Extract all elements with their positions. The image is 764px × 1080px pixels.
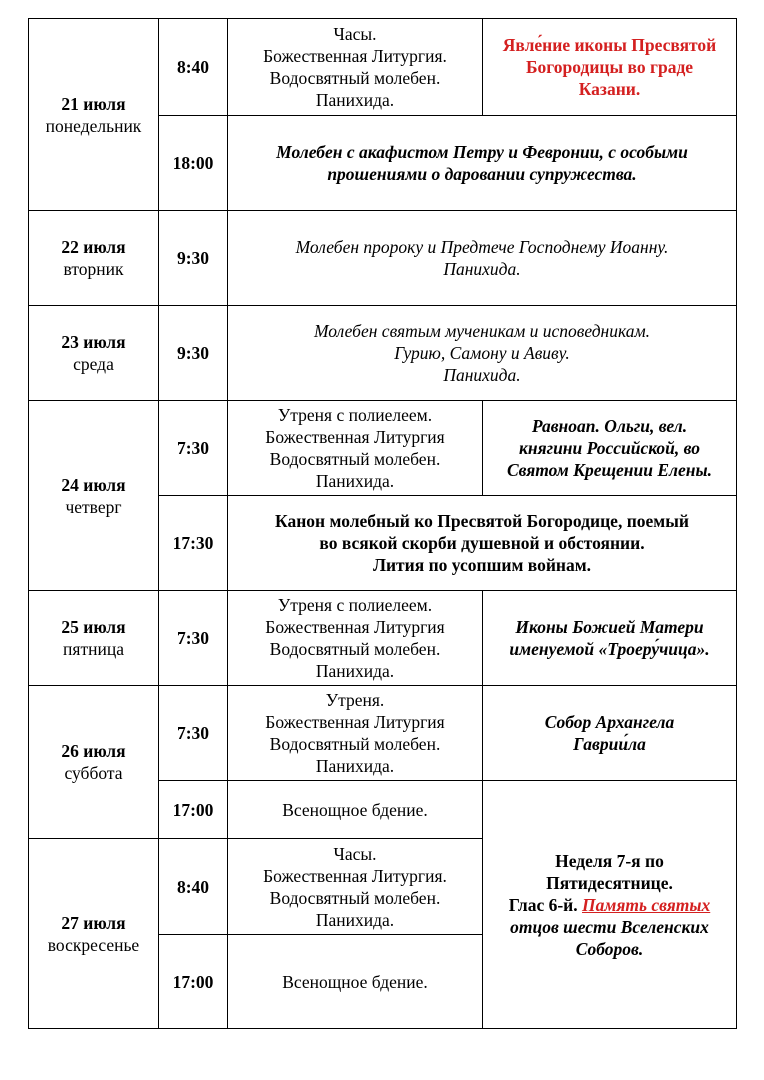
service-line: Гурию, Самону и Авиву. [394, 343, 570, 363]
day-date: 26 июля [61, 741, 126, 761]
service-line: Божественная Литургия [265, 712, 445, 732]
service-line: Божественная Литургия. [263, 46, 447, 66]
service-line: Водосвятный молебен. [269, 887, 441, 908]
feast-line: именуемой «Троеру́чица». [509, 639, 710, 659]
sunday-feast-cell [483, 781, 737, 1029]
service-time: 7:30 [159, 591, 228, 686]
service-line: Молебен пророку и Предтече Господнему Иоанну. [295, 237, 669, 257]
service-line: Водосвятный молебен. [269, 449, 441, 469]
service-line: Канон молебный ко Пресвятой Богородице, поемый [275, 511, 689, 531]
services-cell [228, 839, 483, 935]
day-weekday: четверг [65, 496, 122, 517]
day-weekday: пятница [63, 639, 124, 659]
feast-line: Святом Крещении Елены. [506, 460, 713, 480]
table-row [29, 686, 737, 781]
day-date: 27 июля [61, 912, 126, 933]
table-row [29, 591, 737, 686]
service-time: 8:40 [159, 19, 228, 116]
memory-red-text: Память святых [582, 894, 711, 915]
day-cell [29, 306, 159, 401]
feast-line: Богородицы во граде [525, 57, 694, 77]
service-time: 9:30 [159, 211, 228, 306]
service-line: Молебен святым мученикам и исповедникам. [313, 321, 651, 341]
service-time: 17:00 [159, 781, 228, 839]
table-row [29, 211, 737, 306]
feast-line: Собор Архангела [544, 712, 675, 732]
service-line: Утреня. [325, 690, 385, 710]
service-line: Утреня с полиелеем. [277, 595, 433, 615]
service-wide-cell [228, 211, 737, 306]
feast-line: Иконы Божией Матери [515, 617, 704, 637]
service-line: Панихида. [443, 365, 521, 385]
feast-line: княгини Российской, во [519, 438, 700, 458]
glas-label: Глас 6-й. [508, 894, 578, 915]
day-weekday: суббота [64, 763, 123, 783]
feast-line: Неделя 7-я по [555, 850, 664, 871]
feast-line: Казани. [578, 79, 641, 99]
feast-cell [483, 19, 737, 116]
service-time: 8:40 [159, 839, 228, 935]
service-line: во всякой скорби душевной и обстоянии. [319, 533, 645, 553]
service-line: Божественная Литургия [265, 617, 445, 637]
feast-cell [483, 401, 737, 496]
table-row [29, 19, 737, 116]
service-time: 7:30 [159, 401, 228, 496]
service-time: 9:30 [159, 306, 228, 401]
day-cell [29, 686, 159, 839]
services-cell [228, 935, 483, 1029]
day-date: 22 июля [61, 237, 126, 257]
service-time: 17:00 [159, 935, 228, 1029]
feast-line: Равноап. Ольги, вел. [531, 416, 688, 436]
day-date: 23 июля [61, 332, 126, 352]
service-line: Панихида. [315, 661, 395, 681]
service-wide-cell [228, 306, 737, 401]
day-date: 24 июля [61, 474, 126, 495]
service-line: Молебен с акафистом Петру и Февронии, с особыми [276, 142, 688, 162]
feast-line: Соборов. [575, 938, 644, 959]
day-cell [29, 401, 159, 591]
feast-line: Пятидесятнице. [546, 872, 673, 893]
feast-line [487, 894, 732, 916]
feast-line: Явле́ние иконы Пресвятой [502, 35, 717, 55]
service-time: 7:30 [159, 686, 228, 781]
service-line: Часы. [333, 24, 377, 44]
service-line: Панихида. [315, 471, 395, 491]
service-line: Панихида. [443, 259, 521, 279]
day-date: 25 июля [61, 617, 126, 637]
service-line: Часы. [333, 843, 377, 864]
service-wide-cell [228, 496, 737, 591]
feast-line: отцов шести Вселенских [510, 916, 709, 937]
services-cell [228, 781, 483, 839]
service-time: 18:00 [159, 116, 228, 211]
day-weekday: среда [73, 354, 114, 374]
service-line: Панихида. [315, 756, 395, 776]
service-line: Утреня с полиелеем. [277, 405, 433, 425]
service-wide-cell [228, 116, 737, 211]
table-row [29, 401, 737, 496]
service-line: прошениями о даровании супружества. [327, 164, 637, 184]
service-time: 17:30 [159, 496, 228, 591]
service-line: Всенощное бдение. [282, 971, 428, 992]
feast-line: Гаврии́ла [573, 734, 646, 754]
day-weekday: воскресенье [47, 934, 140, 955]
day-weekday: вторник [63, 259, 124, 279]
services-cell [228, 401, 483, 496]
service-line: Божественная Литургия. [263, 865, 447, 886]
feast-cell [483, 686, 737, 781]
day-cell [29, 839, 159, 1029]
service-line: Водосвятный молебен. [269, 68, 441, 88]
service-line: Панихида. [315, 909, 395, 930]
day-cell [29, 211, 159, 306]
feast-cell [483, 591, 737, 686]
day-cell [29, 19, 159, 211]
service-line: Водосвятный молебен. [269, 639, 441, 659]
services-cell [228, 686, 483, 781]
service-line: Всенощное бдение. [282, 799, 428, 820]
services-cell [228, 591, 483, 686]
day-date: 21 июля [61, 93, 126, 114]
schedule-table [28, 18, 737, 1029]
table-row [29, 306, 737, 401]
service-line: Лития по усопшим войнам. [372, 555, 592, 575]
day-cell [29, 591, 159, 686]
service-line: Божественная Литургия [265, 427, 445, 447]
service-line: Панихида. [315, 90, 395, 110]
day-weekday: понедельник [45, 115, 142, 136]
service-line: Водосвятный молебен. [269, 734, 441, 754]
services-cell [228, 19, 483, 116]
